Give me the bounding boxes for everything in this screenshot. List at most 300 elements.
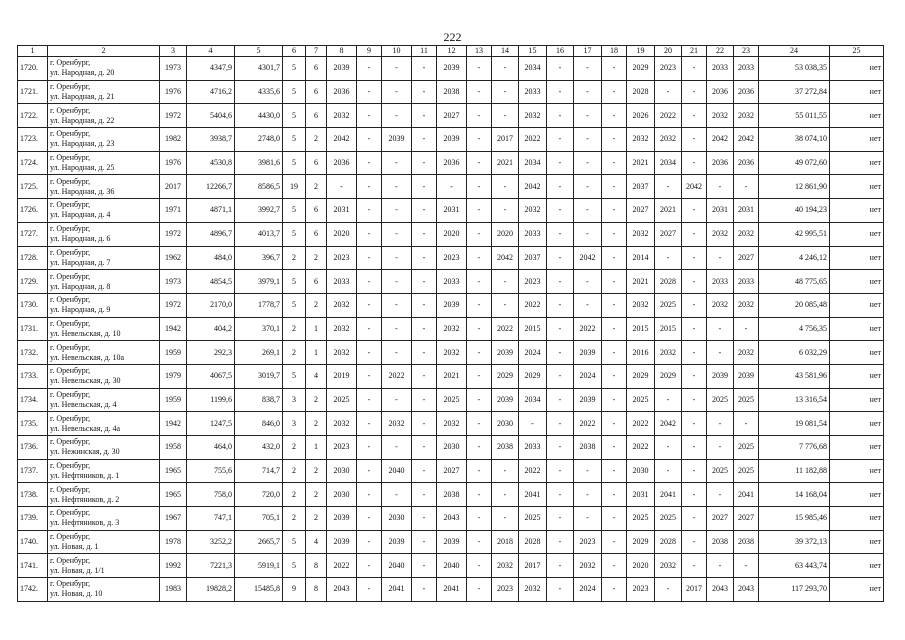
- cell-col-3: 1962: [160, 246, 187, 270]
- cell-col-24: 11 182,88: [759, 459, 830, 483]
- address-cell: [48, 530, 160, 554]
- cell-col-25: нет: [830, 270, 884, 294]
- cell-col-8: 2020: [327, 222, 357, 246]
- address-city: г. Оренбург,: [50, 484, 91, 494]
- address-cell: [48, 341, 160, 365]
- cell-col-3: 1959: [160, 388, 187, 412]
- cell-col-5: 4335,6: [235, 80, 283, 104]
- address-city: г. Оренбург,: [50, 295, 91, 305]
- cell-col-12: 2025: [437, 388, 467, 412]
- cell-col-24: 48 775,65: [759, 270, 830, 294]
- cell-col-23: -: [734, 317, 759, 341]
- table-row: [18, 364, 884, 388]
- cell-col-23: 2038: [734, 530, 759, 554]
- cell-col-20: 2021: [655, 199, 682, 223]
- cell-col-3: 1979: [160, 364, 187, 388]
- cell-col-5: 4301,7: [235, 57, 283, 81]
- cell-col-24: 6 032,29: [759, 341, 830, 365]
- cell-col-22: 2032: [707, 104, 734, 128]
- cell-col-6: 5: [283, 530, 306, 554]
- cell-col-5: 3979,1: [235, 270, 283, 294]
- cell-col-19: 2023: [627, 578, 655, 602]
- cell-col-3: 2017: [160, 175, 187, 199]
- cell-col-14: 2021: [492, 151, 519, 175]
- cell-col-19: 2031: [627, 483, 655, 507]
- cell-col-5: 2748,0: [235, 128, 283, 152]
- cell-col-13: -: [467, 436, 492, 460]
- cell-col-19: 2022: [627, 412, 655, 436]
- cell-col-6: 2: [283, 317, 306, 341]
- cell-col-11: -: [412, 80, 437, 104]
- cell-col-11: -: [412, 175, 437, 199]
- cell-col-9: -: [357, 530, 382, 554]
- cell-col-6: 5: [283, 270, 306, 294]
- cell-col-20: 2032: [655, 554, 682, 578]
- address-city: г. Оренбург,: [50, 153, 91, 163]
- cell-col-17: -: [574, 104, 602, 128]
- address-cell: [48, 436, 160, 460]
- cell-col-6: 2: [283, 459, 306, 483]
- housing-table: [17, 45, 884, 602]
- cell-col-14: 2038: [492, 436, 519, 460]
- row-number: 1738.: [18, 483, 48, 507]
- address-cell: [48, 317, 160, 341]
- column-header: 20: [655, 46, 682, 57]
- cell-col-21: -: [682, 530, 707, 554]
- cell-col-4: 464,0: [187, 436, 235, 460]
- cell-col-21: -: [682, 507, 707, 531]
- cell-col-10: -: [382, 293, 412, 317]
- cell-col-7: 4: [306, 364, 327, 388]
- cell-col-4: 3252,2: [187, 530, 235, 554]
- column-header: 12: [437, 46, 467, 57]
- cell-col-20: -: [655, 578, 682, 602]
- cell-col-8: 2039: [327, 530, 357, 554]
- cell-col-14: -: [492, 483, 519, 507]
- cell-col-7: 2: [306, 483, 327, 507]
- cell-col-7: 2: [306, 388, 327, 412]
- cell-col-10: -: [382, 222, 412, 246]
- cell-col-13: -: [467, 341, 492, 365]
- cell-col-10: 2039: [382, 530, 412, 554]
- cell-col-13: -: [467, 388, 492, 412]
- cell-col-13: -: [467, 293, 492, 317]
- cell-col-4: 484,0: [187, 246, 235, 270]
- cell-col-21: -: [682, 199, 707, 223]
- cell-col-17: 2022: [574, 412, 602, 436]
- cell-col-17: -: [574, 270, 602, 294]
- cell-col-23: 2039: [734, 364, 759, 388]
- cell-col-5: 838,7: [235, 388, 283, 412]
- cell-col-19: 2021: [627, 270, 655, 294]
- cell-col-24: 13 316,54: [759, 388, 830, 412]
- cell-col-21: -: [682, 104, 707, 128]
- cell-col-24: 19 081,54: [759, 412, 830, 436]
- cell-col-13: -: [467, 483, 492, 507]
- cell-col-19: 2028: [627, 80, 655, 104]
- cell-col-9: -: [357, 128, 382, 152]
- cell-col-17: 2024: [574, 364, 602, 388]
- cell-col-20: -: [655, 436, 682, 460]
- cell-col-24: 63 443,74: [759, 554, 830, 578]
- cell-col-8: 2030: [327, 483, 357, 507]
- cell-col-7: 2: [306, 246, 327, 270]
- cell-col-22: 2027: [707, 507, 734, 531]
- cell-col-21: 2017: [682, 578, 707, 602]
- cell-col-17: -: [574, 80, 602, 104]
- cell-col-25: нет: [830, 199, 884, 223]
- cell-col-3: 1978: [160, 530, 187, 554]
- cell-col-15: 2028: [519, 530, 547, 554]
- address-cell: [48, 554, 160, 578]
- address-city: г. Оренбург,: [50, 247, 91, 257]
- row-number: 1742.: [18, 578, 48, 602]
- table-row: [18, 293, 884, 317]
- cell-col-15: 2041: [519, 483, 547, 507]
- cell-col-19: 2029: [627, 530, 655, 554]
- address-cell: [48, 104, 160, 128]
- cell-col-25: нет: [830, 530, 884, 554]
- address-city: г. Оренбург,: [50, 105, 91, 115]
- cell-col-25: нет: [830, 483, 884, 507]
- cell-col-21: -: [682, 436, 707, 460]
- row-number: 1733.: [18, 364, 48, 388]
- cell-col-23: -: [734, 554, 759, 578]
- cell-col-7: 6: [306, 199, 327, 223]
- address-cell: [48, 507, 160, 531]
- address-cell: [48, 246, 160, 270]
- cell-col-24: 53 038,35: [759, 57, 830, 81]
- cell-col-12: 2032: [437, 412, 467, 436]
- cell-col-6: 2: [283, 341, 306, 365]
- cell-col-18: -: [602, 104, 627, 128]
- cell-col-10: -: [382, 483, 412, 507]
- cell-col-21: -: [682, 128, 707, 152]
- cell-col-14: -: [492, 293, 519, 317]
- cell-col-13: -: [467, 554, 492, 578]
- cell-col-6: 5: [283, 151, 306, 175]
- cell-col-18: -: [602, 175, 627, 199]
- cell-col-14: 2042: [492, 246, 519, 270]
- cell-col-14: 2018: [492, 530, 519, 554]
- cell-col-15: 2037: [519, 246, 547, 270]
- cell-col-10: -: [382, 270, 412, 294]
- cell-col-22: -: [707, 246, 734, 270]
- cell-col-18: -: [602, 364, 627, 388]
- cell-col-23: 2041: [734, 483, 759, 507]
- cell-col-6: 5: [283, 199, 306, 223]
- cell-col-23: 2025: [734, 436, 759, 460]
- cell-col-20: 2034: [655, 151, 682, 175]
- cell-col-18: -: [602, 483, 627, 507]
- cell-col-9: -: [357, 57, 382, 81]
- column-header: 1: [18, 46, 48, 57]
- address-city: г. Оренбург,: [50, 224, 91, 234]
- cell-col-9: -: [357, 412, 382, 436]
- table-row: [18, 388, 884, 412]
- column-header: 18: [602, 46, 627, 57]
- cell-col-5: 720,0: [235, 483, 283, 507]
- cell-col-20: 2028: [655, 270, 682, 294]
- cell-col-12: 2043: [437, 507, 467, 531]
- cell-col-9: -: [357, 104, 382, 128]
- cell-col-10: 2041: [382, 578, 412, 602]
- cell-col-16: -: [547, 341, 574, 365]
- cell-col-16: -: [547, 128, 574, 152]
- table-row: [18, 128, 884, 152]
- cell-col-12: 2039: [437, 128, 467, 152]
- table-row: [18, 199, 884, 223]
- cell-col-6: 9: [283, 578, 306, 602]
- cell-col-14: -: [492, 459, 519, 483]
- cell-col-22: 2025: [707, 388, 734, 412]
- cell-col-7: 2: [306, 412, 327, 436]
- address-city: г. Оренбург,: [50, 271, 91, 281]
- cell-col-8: 2036: [327, 80, 357, 104]
- column-number-row: [18, 46, 884, 57]
- cell-col-14: 2022: [492, 317, 519, 341]
- cell-col-7: 6: [306, 57, 327, 81]
- column-header: 19: [627, 46, 655, 57]
- address-street: ул. Народная, д. 7: [50, 257, 111, 267]
- cell-col-15: 2022: [519, 293, 547, 317]
- cell-col-11: -: [412, 507, 437, 531]
- cell-col-17: 2038: [574, 436, 602, 460]
- cell-col-8: 2023: [327, 246, 357, 270]
- table-row: [18, 80, 884, 104]
- cell-col-15: 2032: [519, 104, 547, 128]
- cell-col-10: -: [382, 80, 412, 104]
- cell-col-16: -: [547, 459, 574, 483]
- cell-col-7: 6: [306, 270, 327, 294]
- cell-col-10: -: [382, 388, 412, 412]
- cell-col-7: 4: [306, 530, 327, 554]
- cell-col-24: 38 074,10: [759, 128, 830, 152]
- address-cell: [48, 364, 160, 388]
- cell-col-14: 2032: [492, 554, 519, 578]
- cell-col-3: 1972: [160, 222, 187, 246]
- table-row: [18, 222, 884, 246]
- address-street: ул. Народная, д. 20: [50, 68, 115, 78]
- cell-col-16: -: [547, 412, 574, 436]
- row-number: 1732.: [18, 341, 48, 365]
- row-number: 1727.: [18, 222, 48, 246]
- cell-col-9: -: [357, 246, 382, 270]
- cell-col-3: 1983: [160, 578, 187, 602]
- cell-col-6: 3: [283, 388, 306, 412]
- cell-col-19: 2027: [627, 199, 655, 223]
- cell-col-4: 2170,0: [187, 293, 235, 317]
- cell-col-22: -: [707, 436, 734, 460]
- cell-col-7: 1: [306, 317, 327, 341]
- address-city: г. Оренбург,: [50, 200, 91, 210]
- address-street: ул. Невельская, д. 10а: [50, 352, 125, 362]
- column-header: 22: [707, 46, 734, 57]
- cell-col-16: -: [547, 364, 574, 388]
- cell-col-21: 2042: [682, 175, 707, 199]
- cell-col-22: 2036: [707, 80, 734, 104]
- cell-col-19: 2026: [627, 104, 655, 128]
- cell-col-18: -: [602, 270, 627, 294]
- cell-col-12: 2039: [437, 530, 467, 554]
- cell-col-25: нет: [830, 578, 884, 602]
- cell-col-9: -: [357, 270, 382, 294]
- cell-col-5: 705,1: [235, 507, 283, 531]
- cell-col-13: -: [467, 80, 492, 104]
- cell-col-23: 2036: [734, 80, 759, 104]
- cell-col-15: 2032: [519, 578, 547, 602]
- cell-col-9: -: [357, 554, 382, 578]
- address-cell: [48, 459, 160, 483]
- cell-col-17: 2023: [574, 530, 602, 554]
- cell-col-18: -: [602, 412, 627, 436]
- cell-col-11: -: [412, 199, 437, 223]
- table-row: [18, 436, 884, 460]
- cell-col-8: 2032: [327, 104, 357, 128]
- cell-col-25: нет: [830, 388, 884, 412]
- cell-col-6: 19: [283, 175, 306, 199]
- address-street: ул. Народная, д. 4: [50, 210, 111, 220]
- cell-col-9: -: [357, 388, 382, 412]
- address-city: г. Оренбург,: [50, 508, 91, 518]
- cell-col-4: 747,1: [187, 507, 235, 531]
- cell-col-8: 2031: [327, 199, 357, 223]
- cell-col-12: 2033: [437, 270, 467, 294]
- row-number: 1734.: [18, 388, 48, 412]
- cell-col-16: -: [547, 246, 574, 270]
- cell-col-19: 2015: [627, 317, 655, 341]
- row-number: 1736.: [18, 436, 48, 460]
- cell-col-22: 2025: [707, 459, 734, 483]
- cell-col-16: -: [547, 175, 574, 199]
- cell-col-25: нет: [830, 554, 884, 578]
- cell-col-24: 4 756,35: [759, 317, 830, 341]
- cell-col-11: -: [412, 483, 437, 507]
- address-street: ул. Нефтяников, д. 1: [50, 471, 120, 481]
- cell-col-22: 2038: [707, 530, 734, 554]
- cell-col-19: 2025: [627, 507, 655, 531]
- address-street: ул. Нефтяников, д. 2: [50, 494, 120, 504]
- cell-col-23: 2033: [734, 270, 759, 294]
- cell-col-10: -: [382, 436, 412, 460]
- cell-col-4: 1247,5: [187, 412, 235, 436]
- address-cell: [48, 199, 160, 223]
- table-row: [18, 246, 884, 270]
- cell-col-24: 49 072,60: [759, 151, 830, 175]
- cell-col-13: -: [467, 57, 492, 81]
- cell-col-14: -: [492, 80, 519, 104]
- cell-col-8: 2042: [327, 128, 357, 152]
- cell-col-25: нет: [830, 222, 884, 246]
- cell-col-20: -: [655, 459, 682, 483]
- address-street: ул. Нефтяников, д. 3: [50, 518, 120, 528]
- cell-col-5: 846,0: [235, 412, 283, 436]
- row-number: 1729.: [18, 270, 48, 294]
- cell-col-9: -: [357, 317, 382, 341]
- cell-col-17: -: [574, 175, 602, 199]
- row-number: 1731.: [18, 317, 48, 341]
- cell-col-23: 2042: [734, 128, 759, 152]
- cell-col-14: 2017: [492, 128, 519, 152]
- table-row: [18, 104, 884, 128]
- address-cell: [48, 222, 160, 246]
- cell-col-17: 2032: [574, 554, 602, 578]
- cell-col-18: -: [602, 128, 627, 152]
- cell-col-4: 1199,6: [187, 388, 235, 412]
- cell-col-19: 2029: [627, 57, 655, 81]
- cell-col-7: 1: [306, 341, 327, 365]
- cell-col-25: нет: [830, 57, 884, 81]
- cell-col-7: 6: [306, 80, 327, 104]
- cell-col-15: 2029: [519, 364, 547, 388]
- cell-col-6: 5: [283, 293, 306, 317]
- cell-col-9: -: [357, 199, 382, 223]
- cell-col-4: 5404,6: [187, 104, 235, 128]
- address-cell: [48, 412, 160, 436]
- cell-col-25: нет: [830, 128, 884, 152]
- address-street: ул. Невельская, д. 30: [50, 376, 121, 386]
- cell-col-13: -: [467, 364, 492, 388]
- cell-col-15: 2015: [519, 317, 547, 341]
- cell-col-15: 2022: [519, 128, 547, 152]
- cell-col-12: 2032: [437, 341, 467, 365]
- cell-col-22: 2032: [707, 293, 734, 317]
- cell-col-17: -: [574, 222, 602, 246]
- column-header: 23: [734, 46, 759, 57]
- cell-col-20: 2022: [655, 104, 682, 128]
- cell-col-12: 2027: [437, 459, 467, 483]
- cell-col-14: -: [492, 199, 519, 223]
- cell-col-15: 2032: [519, 199, 547, 223]
- cell-col-24: 117 293,70: [759, 578, 830, 602]
- cell-col-15: 2025: [519, 507, 547, 531]
- cell-col-16: -: [547, 199, 574, 223]
- cell-col-11: -: [412, 57, 437, 81]
- cell-col-11: -: [412, 530, 437, 554]
- cell-col-10: -: [382, 175, 412, 199]
- cell-col-15: 2023: [519, 270, 547, 294]
- cell-col-19: 2032: [627, 222, 655, 246]
- cell-col-6: 2: [283, 436, 306, 460]
- table-body: [18, 57, 884, 602]
- cell-col-12: 2031: [437, 199, 467, 223]
- cell-col-17: 2042: [574, 246, 602, 270]
- cell-col-14: 2020: [492, 222, 519, 246]
- cell-col-15: 2033: [519, 222, 547, 246]
- address-cell: [48, 128, 160, 152]
- cell-col-13: -: [467, 246, 492, 270]
- row-number: 1741.: [18, 554, 48, 578]
- cell-col-23: 2031: [734, 199, 759, 223]
- cell-col-7: 6: [306, 104, 327, 128]
- cell-col-5: 3019,7: [235, 364, 283, 388]
- cell-col-3: 1972: [160, 293, 187, 317]
- cell-col-12: 2039: [437, 57, 467, 81]
- cell-col-19: 2032: [627, 293, 655, 317]
- column-header: 9: [357, 46, 382, 57]
- row-number: 1728.: [18, 246, 48, 270]
- cell-col-8: 2025: [327, 388, 357, 412]
- cell-col-25: нет: [830, 317, 884, 341]
- cell-col-15: 2033: [519, 80, 547, 104]
- cell-col-17: -: [574, 483, 602, 507]
- cell-col-7: 2: [306, 175, 327, 199]
- cell-col-25: нет: [830, 412, 884, 436]
- cell-col-11: -: [412, 222, 437, 246]
- cell-col-5: 8586,5: [235, 175, 283, 199]
- cell-col-20: -: [655, 246, 682, 270]
- cell-col-22: 2033: [707, 270, 734, 294]
